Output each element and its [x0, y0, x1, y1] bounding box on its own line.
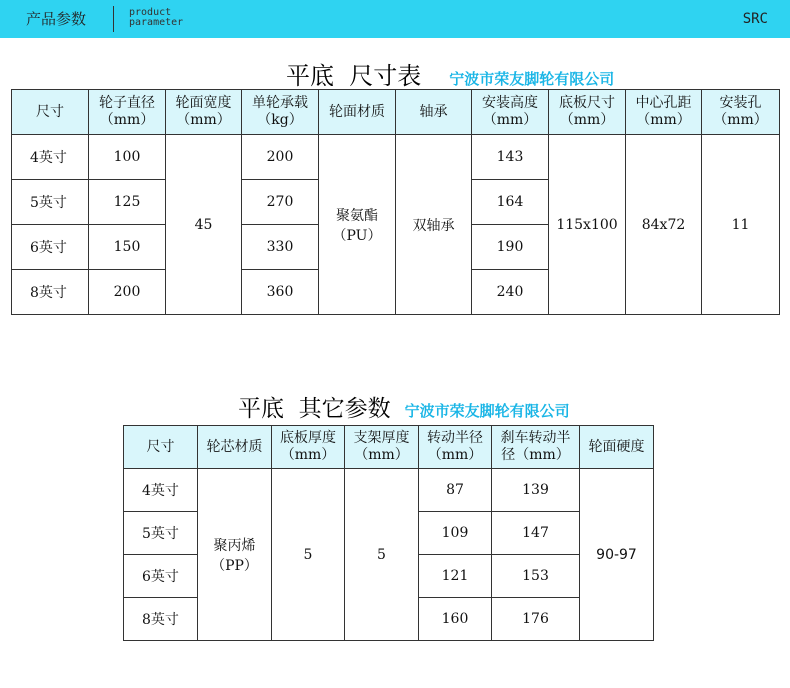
size-table-heading: [286, 56, 614, 91]
table-row: [12, 135, 780, 180]
banner-title: 产品参数: [26, 10, 87, 28]
radius-cell: 109: [419, 512, 492, 555]
diameter-cell: 150: [89, 225, 166, 270]
core-material-name: 聚丙烯: [213, 537, 256, 554]
material-name: 聚氨酯: [336, 207, 378, 224]
height-cell: 164: [472, 180, 549, 225]
hole-cell: 11: [702, 135, 780, 315]
core-material-code: （PP）: [211, 557, 258, 574]
header-cell: 尺寸: [124, 426, 198, 469]
brake-radius-cell: 139: [492, 469, 580, 512]
other-table-heading: [238, 390, 570, 423]
company-name: 宁波市荣友脚轮有限公司: [449, 70, 615, 88]
size-cell: 5英寸: [12, 180, 89, 225]
diameter-cell: 125: [89, 180, 166, 225]
hardness-cell: 90-97: [580, 469, 654, 641]
header-cell: 安装孔 （mm）: [702, 90, 780, 135]
banner-subtitle: [129, 8, 183, 28]
height-cell: 143: [472, 135, 549, 180]
header-cell: 刹车转动半 径（mm）: [492, 426, 580, 469]
size-cell: 5英寸: [124, 512, 198, 555]
header-cell: 尺寸: [12, 90, 89, 135]
banner-divider: [113, 6, 114, 32]
material-code: （PU）: [332, 227, 382, 244]
header-cell: 支架厚度 （mm）: [345, 426, 419, 469]
header-cell: 轮面宽度 （mm）: [166, 90, 242, 135]
table-header-row: [124, 426, 654, 469]
size-cell: 6英寸: [12, 225, 89, 270]
bearing-cell: 双轴承: [396, 135, 472, 315]
plate-thickness-cell: 5: [272, 469, 345, 641]
core-material-cell: [198, 469, 272, 641]
header-cell: 轮面材质: [319, 90, 396, 135]
radius-cell: 160: [419, 598, 492, 641]
width-cell: 45: [166, 135, 242, 315]
load-cell: 200: [242, 135, 319, 180]
size-cell: 8英寸: [12, 270, 89, 315]
bracket-thickness-cell: 5: [345, 469, 419, 641]
header-cell: 轮子直径 （mm）: [89, 90, 166, 135]
material-cell: [319, 135, 396, 315]
size-cell: 4英寸: [124, 469, 198, 512]
header-cell: 单轮承载 （kg）: [242, 90, 319, 135]
diameter-cell: 100: [89, 135, 166, 180]
header-cell: 底板厚度 （mm）: [272, 426, 345, 469]
header-cell: 轮面硬度: [580, 426, 654, 469]
brake-radius-cell: 147: [492, 512, 580, 555]
brand-label: SRC: [742, 11, 768, 27]
diameter-cell: 200: [89, 270, 166, 315]
hole-distance-cell: 84x72: [626, 135, 702, 315]
radius-cell: 87: [419, 469, 492, 512]
other-params-table: [123, 425, 654, 641]
size-cell: 6英寸: [124, 555, 198, 598]
header-cell: 轮芯材质: [198, 426, 272, 469]
load-cell: 270: [242, 180, 319, 225]
banner-subtitle-line-2: parameter: [129, 17, 184, 28]
header-cell: 轴承: [396, 90, 472, 135]
height-cell: 240: [472, 270, 549, 315]
header-cell: 底板尺寸 （mm）: [549, 90, 626, 135]
height-cell: 190: [472, 225, 549, 270]
size-cell: 8英寸: [124, 598, 198, 641]
header-cell: 转动半径 （mm）: [419, 426, 492, 469]
table-header-row: [12, 90, 780, 135]
other-table-title: 平底 其它参数: [238, 396, 391, 422]
size-table-title: 平底 尺寸表: [286, 62, 422, 90]
size-cell: 4英寸: [12, 135, 89, 180]
company-name: 宁波市荣友脚轮有限公司: [404, 402, 570, 420]
table-row: [124, 469, 654, 512]
header-cell: 中心孔距 （mm）: [626, 90, 702, 135]
brake-radius-cell: 153: [492, 555, 580, 598]
load-cell: 330: [242, 225, 319, 270]
size-table: [11, 89, 780, 315]
header-cell: 安装高度 （mm）: [472, 90, 549, 135]
header-banner: [0, 0, 790, 38]
radius-cell: 121: [419, 555, 492, 598]
banner-subtitle-line-1: product: [129, 7, 172, 18]
plate-size-cell: 115x100: [549, 135, 626, 315]
brake-radius-cell: 176: [492, 598, 580, 641]
load-cell: 360: [242, 270, 319, 315]
